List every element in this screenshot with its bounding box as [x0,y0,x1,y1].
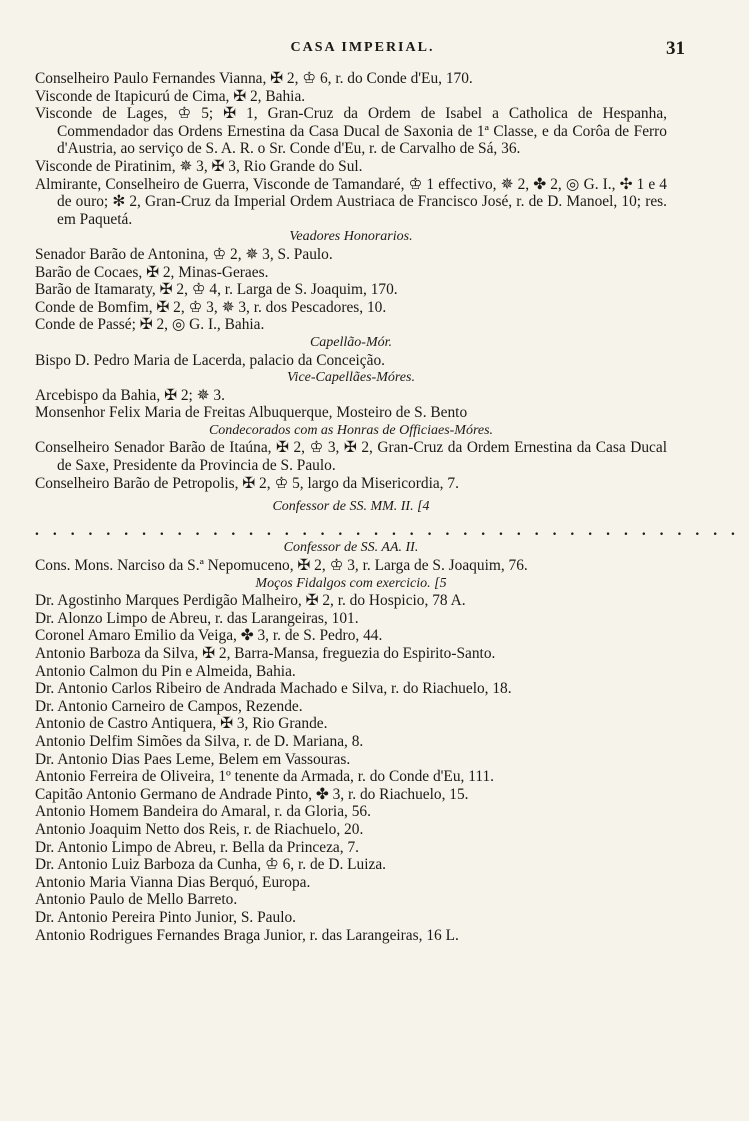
section-heading: Confessor de SS. MM. II. [4 [272,499,430,515]
page-header: CASA IMPERIAL. [290,40,435,55]
entry-line: Antonio Joaquim Netto dos Reis, r. de Riachuelo, 20. [35,820,364,838]
entry-line: Dr. Antonio Pereira Pinto Junior, S. Paulo. [35,908,297,926]
entry-line: Antonio Calmon du Pin e Almeida, Bahia. [35,662,296,680]
entry-line: Barão de Cocaes, ✠ 2, Minas-Geraes. [35,263,269,281]
entry-line: Barão de Itamaraty, ✠ 2, ♔ 4, r. Larga de S. Joaquim, 170. [35,281,398,299]
entry-line: Conde de Bomfim, ✠ 2, ♔ 3, ✵ 3, r. dos Pescadores, 10. [35,298,387,316]
entry-line: Dr. Antonio Limpo de Abreu, r. Bella da Princeza, 7. [35,838,359,856]
entry-line: Bispo D. Pedro Maria de Lacerda, palacio da Conceição. [35,351,386,369]
entry-line: Visconde de Itapicurú de Cima, ✠ 2, Bahia. [35,87,306,105]
entry-line: Antonio Ferreira de Oliveira, 1º tenente da Armada, r. do Conde d'Eu, 111. [35,768,495,786]
entry-line: Arcebispo da Bahia, ✠ 2; ✵ 3. [35,386,225,404]
entry-line: Dr. Antonio Carlos Ribeiro de Andrada Machado e Silva, r. do Riachuelo, 18. [35,680,512,698]
entry-line: Almirante, Conselheiro de Guerra, Visconde de Tamandaré, ♔ 1 effectivo, ✵ 2, ✤ 2, ◎ G. I., ✣ 1 e 4 de ouro; ✻ 2, Gran-Cruz da Imperial Ordem Austriaca de Francisco José, r. de D. Manoel, 10; res. em Paquetá. [35,175,667,228]
entry-line: Senador Barão de Antonina, ♔ 2, ✵ 3, S. Paulo. [35,245,333,263]
entry-line: Dr. Alonzo Limpo de Abreu, r. das Larangeiras, 101. [35,609,359,627]
entry-line: Antonio Maria Vianna Dias Berquó, Europa. [35,873,311,891]
entry-line: Dr. Antonio Luiz Barboza da Cunha, ♔ 6, r. de D. Luiza. [35,856,387,874]
entry-line: Antonio Delfim Simões da Silva, r. de D. Mariana, 8. [35,732,364,750]
entry-line: Coronel Amaro Emilio da Veiga, ✤ 3, r. de S. Pedro, 44. [35,627,383,645]
section-heading: Moços Fidalgos com exercicio. [5 [255,575,447,591]
entry-line: Visconde de Piratinim, ✵ 3, ✠ 3, Rio Grande do Sul. [35,157,363,175]
page-number: 31 [666,38,685,59]
entry-line: Visconde de Lages, ♔ 5; ✠ 1, Gran-Cruz da Ordem de Isabel a Catholica de Hespanha, Commendador das Ordens Ernestina da Casa Ducal de Saxonia de 1ª Classe, e da Corôa de Ferro d'Austria, ao serviço de S. A. R. o Sr. Conde d'Eu, r. de Carvalho de Sá, 36. [35,105,667,158]
section-heading: Condecorados com as Honras de Officiaes-Móres. [208,422,494,438]
section-heading: Confessor de SS. AA. II. [283,540,419,556]
entry-line: Capitão Antonio Germano de Andrade Pinto, ✤ 3, r. do Riachuelo, 15. [35,785,469,803]
entry-line: Cons. Mons. Narciso da S.ª Nepomuceno, ✠ 2, ♔ 3, r. Larga de S. Joaquim, 76. [35,557,528,575]
entry-line: Antonio Barboza da Silva, ✠ 2, Barra-Mansa, freguezia do Espirito-Santo. [35,645,496,662]
entry-line: Antonio Paulo de Mello Barreto. [35,891,238,909]
entry-line: Antonio de Castro Antiquera, ✠ 3, Rio Grande. [35,715,328,733]
entry-line: Antonio Rodrigues Fernandes Braga Junior, r. das Larangeiras, 16 L. [35,926,459,944]
entry-line: Dr. Agostinho Marques Perdigão Malheiro, ✠ 2, r. do Hospicio, 78 A. [35,592,466,610]
section-heading: Vice-Capellães-Móres. [287,370,415,386]
section-heading: Capellão-Mór. [309,334,393,350]
dot-leader: ........................................ [35,521,749,539]
entry-line: Conselheiro Senador Barão de Itaúna, ✠ 2, ♔ 3, ✠ 2, Gran-Cruz da Ordem Ernestina da Casa Ducal de Saxe, Presidente da Provincia de S. Paulo. [35,439,667,475]
entry-line: Monsenhor Felix Maria de Freitas Albuquerque, Mosteiro de S. Bento [35,404,468,422]
entry-line: Dr. Antonio Carneiro de Campos, Rezende. [35,697,303,715]
entry-line: Antonio Homem Bandeira do Amaral, r. da Gloria, 56. [35,803,371,821]
entry-line: Conselheiro Barão de Petropolis, ✠ 2, ♔ 5, largo da Misericordia, 7. [35,474,459,492]
section-heading: Veadores Honorarios. [289,229,413,245]
entry-line: Conselheiro Paulo Fernandes Vianna, ✠ 2, ♔ 6, r. do Conde d'Eu, 170. [35,70,473,87]
document-body [35,70,749,944]
entry-line: Dr. Antonio Dias Paes Leme, Belem em Vassouras. [35,750,351,768]
entry-line: Conde de Passé; ✠ 2, ◎ G. I., Bahia. [35,316,265,334]
